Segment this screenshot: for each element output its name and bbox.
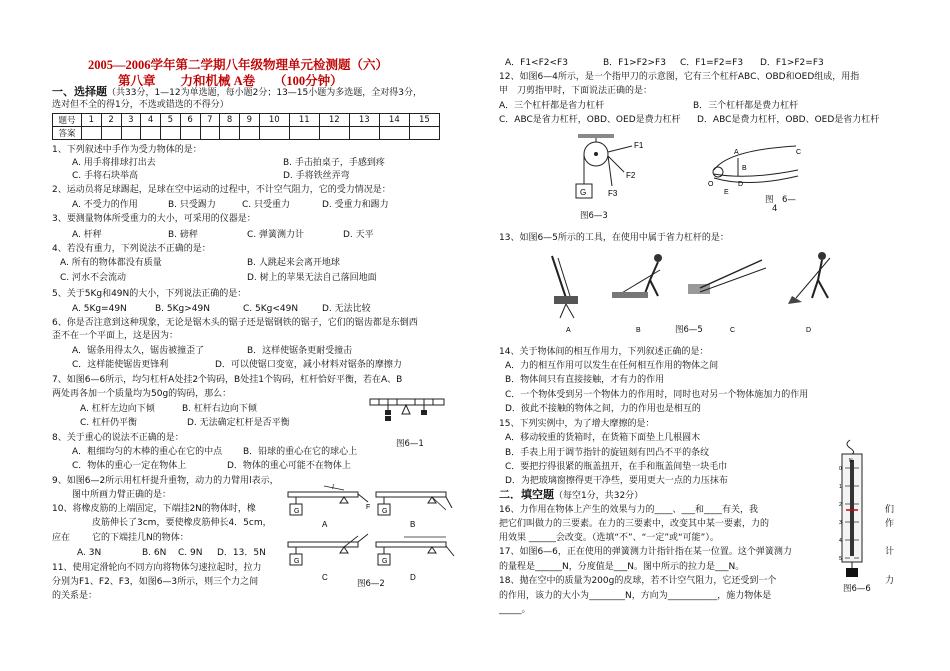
option: C. 只受重力 [242,200,291,210]
answer-cell[interactable] [349,127,379,140]
fig-label-b: B [742,165,747,172]
answer-cell[interactable] [141,127,161,140]
option: D. 无法确定杠杆是否平衡 [187,418,290,428]
question-text: 的作用，该力的大小为________N，方向为___________，施力物体是 [499,591,772,601]
question-text: 分别为F1、F2、F3，如图6—3所示，则三个力之间 [52,577,259,587]
tool-label-b: B [636,327,641,334]
answer-cell[interactable] [240,127,260,140]
question-text: 11、使用定滑轮向不同方向将物体匀速拉起时，拉力 [52,563,262,573]
fig-label-f2: F2 [626,171,636,180]
table-cell: 答案 [53,127,82,140]
answer-cell[interactable] [161,127,181,140]
figure-caption: 图 6— [765,195,796,205]
fig-label-a: A [322,520,328,529]
option: C．ABC是省力杠杆，OBD、OED是费力杠杆 [499,115,681,125]
figure-caption: 图6—5 [675,325,703,335]
option: D．可以使锯口变宽，减小材料对锯条的摩擦力 [215,360,402,370]
spring-scale-figure-6-6 [838,440,868,580]
option: B．F1>F2>F3 [603,58,666,68]
option: D. 无法比较 [322,304,371,314]
fig-label-o: O [708,181,714,188]
answer-cell[interactable] [101,127,121,140]
scale-tick: 4 [839,538,842,544]
answer-cell[interactable] [82,127,102,140]
table-cell: 14 [379,114,409,127]
fig-label-g: G [294,508,300,515]
tool-label-d: D [806,327,812,334]
answer-cell[interactable] [409,127,439,140]
question-text: 3、要测量物体所受重力的大小，可采用的仪器是： [52,214,256,224]
question-text: 皮筋伸长了3cm，要使橡皮筋伸长4．5cm， [92,518,272,528]
scale-tick: 1 [839,484,842,490]
table-cell: 4 [141,114,161,127]
option: B．三个杠杆都是费力杠杆 [693,101,799,111]
option: C．一个物体受到另一个物体力的作用时，同时也对另一个物体施加力的作用 [505,390,809,400]
option: A. 不受力的作用 [72,200,138,210]
option: B. 磅秤 [168,230,198,240]
scale-tick: 3 [839,520,842,526]
option: C．要把拧得很紧的瓶盖扭开，在手和瓶盖间垫一块毛巾 [505,462,728,472]
fig-label-g: G [382,558,388,565]
lever-figure-6-2 [284,484,454,589]
tool-label-c: C [730,327,736,334]
answer-cell[interactable] [180,127,200,140]
table-cell: 题号 [53,114,82,127]
answer-cell[interactable] [220,127,240,140]
table-row [53,114,440,127]
question-text: 14、关于物体间的相互作用力，下列叙述正确的是： [499,347,709,357]
question-text: 力 [885,576,895,586]
fig-label-b: B [410,520,416,529]
fig-label-d: D [410,573,416,582]
question-text: 10、将橡皮筋的上端固定，下端挂2N的物体时，橡 [52,504,256,514]
table-cell: 12 [319,114,349,127]
figure-caption: 4 [772,204,778,214]
fig-label-e: E [724,189,729,196]
scale-tick: 2 [839,502,842,508]
answer-table [52,113,440,140]
fig-label-a: A [734,149,739,156]
question-text: 它的下端挂几N的物体： [92,533,189,543]
option: A．三个杠杆都是省力杠杆 [499,101,605,111]
section-note: 选对但不全的得1分，不选或错选的不得分） [52,100,229,110]
figure-caption: 图6—6 [843,584,871,594]
option: D．F1>F2=F3 [760,58,824,68]
option: D. 受重力和踢力 [322,200,389,210]
question-text: 7、如图6—6所示，均匀杠杆A处挂2个钩码，B处挂1个钩码，杠杆恰好平衡，若在A、B [52,375,403,385]
table-cell: 6 [180,114,200,127]
table-cell: 13 [349,114,379,127]
figure-caption: 图6—2 [357,579,385,589]
question-text: 2、运动员将足球踢起，足球在空中运动的过程中，不计空气阻力，它的受力情况是： [52,185,391,195]
option: D．物体的重心可能不在物体上 [227,461,351,471]
fig-label-g: G [580,188,587,197]
answer-cell[interactable] [289,127,319,140]
answer-cell[interactable] [259,127,289,140]
question-text: _____。 [499,605,531,615]
question-text: 的量程是______N，分度值是___N。图中所示的拉力是___N。 [499,562,745,572]
option: A. 3N [77,548,102,558]
question-text: 12、如图6—4所示，是一个指甲刀的示意图，它有三个杠杆ABC、OBD和OED组成，用指 [499,72,860,82]
fig-label-f3: F3 [608,189,618,198]
option: B．物体间只有直接接触，才有力的作用 [505,375,665,385]
table-cell: 9 [240,114,260,127]
option: C. 5Kg<49N [243,304,299,314]
option: A. 杆秤 [72,230,102,240]
question-text: 18、抛在空中的质量为200g的皮球，若不计空气阻力，它还受到一个 [499,576,777,586]
nail-clipper-figure-6-4 [708,140,806,196]
option: C. 手将石块举高 [72,171,139,181]
table-cell: 10 [259,114,289,127]
question-text: 用效果 ______会改变。（选填“不”、“一定”或“可能”）。 [499,533,719,543]
table-cell: 1 [82,114,102,127]
table-cell: 11 [289,114,319,127]
option: C. 杠杆仍平衡 [80,418,138,428]
scale-tick: 0 [839,466,842,472]
option: D．彼此不接触的物体之间，力的作用也是相互的 [505,404,701,414]
option: B. 人跳起来会离开地球 [247,258,340,268]
option: D．为把玻璃窗擦得更干净些，要用更大一点的力压抹布 [505,476,728,486]
pulley-figure-6-3 [572,132,672,218]
lever-figure-6-1 [368,396,446,436]
figure-caption: 图6—1 [396,439,424,449]
fig-label-g: G [294,558,300,565]
option: C. 9N [178,548,203,558]
option: D. 天平 [343,230,374,240]
fig-label-f1: F1 [634,141,644,150]
option: A．移动较重的货箱时，在货箱下面垫上几根圆木 [505,433,701,443]
tool-label-a: A [566,327,571,334]
question-text: 甲 刀剪指甲时，下面说法正确的是： [499,86,653,96]
question-text: 把它们叫做力的三要素。在力的三要素中，改变其中某一要素，力的 [499,519,770,529]
question-text: 1、下列叙述中手作为受力物体的是： [52,145,202,155]
question-text: 计 [885,547,895,557]
page-subtitle: 第八章 力和机械 A卷 （100分钟） [118,74,343,88]
question-text: 图中所画力臂正确的是： [72,490,172,500]
fig-label-c: C [322,573,328,582]
question-text: 13、如图6—5所示的工具，在使用中属于省力杠杆的是： [499,233,729,243]
scale-tick: 5 [839,556,842,562]
option: B. 6N [142,548,167,558]
option: C. 河水不会流动 [60,273,127,283]
question-text: 们 [885,505,895,515]
option: C．物体的重心一定在物体上 [72,461,187,471]
option: A. 杠杆左边向下倾 [80,404,155,414]
question-text: 6、你是否注意到这种现象，无论是锯木头的锯子还是锯钢铁的锯子，它们的锯齿都是东倒西 [52,318,418,328]
option: C. 弹簧测力计 [247,230,305,240]
option: D. 手将铁丝弄弯 [283,171,350,181]
option: A．锯条用得太久，锯齿被撞歪了 [72,346,205,356]
option: A. 用手将排球打出去 [72,158,156,168]
question-text: 作 [885,519,895,529]
question-text: 歪不在一个平面上，这是因为： [52,331,179,341]
option: A. 所有的物体都没有质量 [60,258,162,268]
option: B．手表上用于调节指针的旋钮刻有凹凸不平的条纹 [505,448,710,458]
answer-cell[interactable] [379,127,409,140]
option: C．这样能使锯齿更锋利 [72,360,169,370]
question-text: 应在 [52,533,71,543]
answer-cell[interactable] [319,127,349,140]
option: A．力的相互作用可以发生在任何相互作用的物体之间 [505,361,719,371]
table-cell: 7 [200,114,220,127]
table-cell: 2 [101,114,121,127]
table-cell: 8 [220,114,240,127]
question-text: 8、关于重心的说法不正确的是： [52,433,184,443]
fig-label-g: G [382,508,388,515]
option: A. 5Kg=49N [72,304,127,314]
option: A．F1<F2<F3 [505,58,568,68]
option: A．粗细均匀的木棒的重心在它的中点 [72,447,223,457]
fig-label-l: l [332,483,334,491]
question-text: 4、若没有重力，下列说法不正确的是： [52,244,211,254]
option: C．F1=F2=F3 [680,58,744,68]
table-row [53,127,440,140]
answer-cell[interactable] [121,127,141,140]
table-cell: 5 [161,114,181,127]
question-text: 5、关于5Kg和49N的大小，下列说法正确的是： [52,289,247,299]
question-text: 的关系是： [52,591,98,601]
option: B. 只受踢力 [168,200,216,210]
fig-label-d: D [738,181,744,188]
question-text: 16、力作用在物体上产生的效果与力的____、___和____有关，我 [499,505,758,515]
section-heading: 二．填空题（每空1分，共32分） [499,488,644,501]
option: D．13．5N [217,548,266,558]
option: B．这样使锯条更耐受撞击 [247,346,353,356]
option: D. 树上的苹果无法自己落回地面 [247,273,377,283]
option: B. 手击拍桌子，手感到疼 [283,158,385,168]
option: B. 杠杆右边向下倾 [182,404,257,414]
table-cell: 15 [409,114,439,127]
option: D．ABC是费力杠杆，OBD、OED是省力杠杆 [697,115,880,125]
table-cell: 3 [121,114,141,127]
question-text: 17、如图6—6，正在使用的弹簧测力计指针指在某一位置。这个弹簧测力 [499,547,792,557]
tools-figure-6-5 [540,248,840,332]
option: B．铅球的重心在它的球心上 [243,447,358,457]
scale-unit: N [849,458,853,464]
option: B. 5Kg>49N [155,304,210,314]
question-text: 两处再各加一个质量均为50g的钩码，那么： [52,389,232,399]
question-text: 15、下列实例中，为了增大摩擦的是： [499,419,655,429]
section-heading: 一、选择题（共33分，1—12为单选题，每小题2分；13—15小题为多选题，全对得3分， [52,85,422,98]
answer-cell[interactable] [200,127,220,140]
fig-label-c: C [796,149,802,156]
page-title: 2005—2006学年第二学期八年级物理单元检测题（六） [88,58,389,72]
figure-caption: 图6—3 [580,211,608,221]
question-text: 9、如图6—2所示用杠杆提升重物，动力的力臂用l表示， [52,476,279,486]
fig-label-f: F [366,504,371,511]
